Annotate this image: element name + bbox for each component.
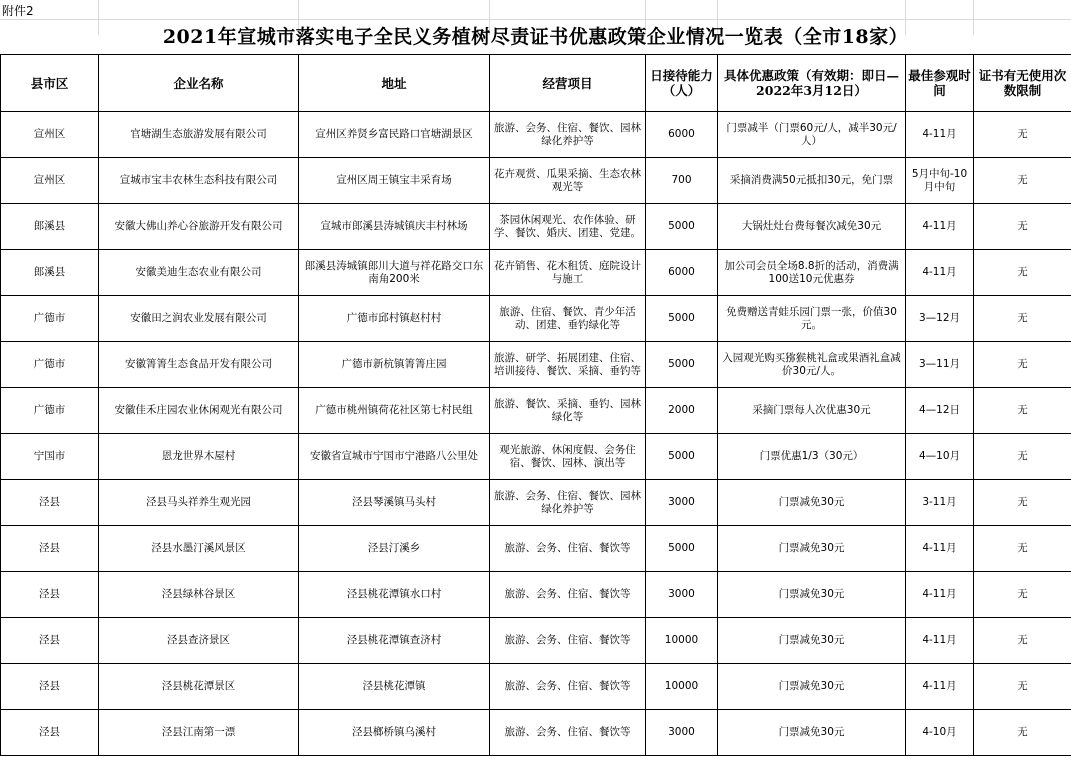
header-row	[1, 55, 1071, 112]
cell-county: 广德市	[1, 342, 99, 388]
cell-company: 安徽田之润农业发展有限公司	[99, 296, 299, 342]
cell-best-time: 4-11月	[906, 112, 974, 158]
cell-policy: 加公司会员全场8.8折的活动，消费满100送10元优惠券	[718, 250, 906, 296]
cell-limit: 无	[974, 204, 1071, 250]
cell-capacity: 6000	[646, 112, 718, 158]
cell-county: 泾县	[1, 480, 99, 526]
cell-policy: 门票减半（门票60元/人，减半30元/人）	[718, 112, 906, 158]
cell-limit: 无	[974, 388, 1071, 434]
cell-capacity: 5000	[646, 296, 718, 342]
attachment-label: 附件2	[2, 4, 34, 18]
cell-best-time: 4-11月	[906, 526, 974, 572]
enterprise-table	[0, 54, 1071, 756]
cell-company: 安徽美迪生态农业有限公司	[99, 250, 299, 296]
cell-company: 官塘湖生态旅游发展有限公司	[99, 112, 299, 158]
header-address: 地址	[299, 55, 490, 112]
table-row	[1, 342, 1071, 388]
cell-policy: 门票减免30元	[718, 710, 906, 756]
cell-policy: 门票减免30元	[718, 618, 906, 664]
cell-county: 泾县	[1, 710, 99, 756]
cell-address: 宣州区周王镇宝丰采育场	[299, 158, 490, 204]
header-policy: 具体优惠政策（有效期：即日—2022年3月12日）	[718, 55, 906, 112]
cell-address: 郎溪县涛城镇郎川大道与祥花路交口东南角200米	[299, 250, 490, 296]
cell-policy: 门票优惠1/3（30元）	[718, 434, 906, 480]
cell-limit: 无	[974, 710, 1071, 756]
cell-capacity: 10000	[646, 618, 718, 664]
cell-company: 安徽佳禾庄园农业休闲观光有限公司	[99, 388, 299, 434]
cell-best-time: 4—10月	[906, 434, 974, 480]
header-capacity: 日接待能力（人）	[646, 55, 718, 112]
cell-company: 恩龙世界木屋村	[99, 434, 299, 480]
cell-business: 旅游、会务、住宿、餐饮等	[490, 526, 646, 572]
table-row	[1, 480, 1071, 526]
cell-limit: 无	[974, 480, 1071, 526]
cell-company: 泾县绿林谷景区	[99, 572, 299, 618]
header-county: 县市区	[1, 55, 99, 112]
cell-limit: 无	[974, 250, 1071, 296]
cell-policy: 采摘门票每人次优惠30元	[718, 388, 906, 434]
cell-limit: 无	[974, 296, 1071, 342]
cell-capacity: 5000	[646, 434, 718, 480]
cell-best-time: 4-10月	[906, 710, 974, 756]
cell-county: 泾县	[1, 526, 99, 572]
header-limit: 证书有无使用次数限制	[974, 55, 1071, 112]
cell-company: 泾县江南第一漂	[99, 710, 299, 756]
table-row	[1, 572, 1071, 618]
cell-county: 广德市	[1, 296, 99, 342]
table-row	[1, 296, 1071, 342]
cell-address: 泾县琴溪镇马头村	[299, 480, 490, 526]
cell-address: 广德市桃州镇荷花社区第七村民组	[299, 388, 490, 434]
cell-address: 宣城市郎溪县涛城镇庆丰村林场	[299, 204, 490, 250]
cell-limit: 无	[974, 112, 1071, 158]
cell-company: 泾县查济景区	[99, 618, 299, 664]
cell-county: 泾县	[1, 572, 99, 618]
cell-county: 泾县	[1, 664, 99, 710]
cell-business: 花卉观赏、瓜果采摘、生态农林观光等	[490, 158, 646, 204]
cell-policy: 门票减免30元	[718, 526, 906, 572]
cell-company: 泾县桃花潭景区	[99, 664, 299, 710]
cell-county: 广德市	[1, 388, 99, 434]
page-title: 2021年宣城市落实电子全民义务植树尽责证书优惠政策企业情况一览表（全市18家）	[162, 26, 909, 48]
cell-address: 泾县榔桥镇乌溪村	[299, 710, 490, 756]
cell-county: 宣州区	[1, 158, 99, 204]
cell-business: 旅游、会务、住宿、餐饮等	[490, 664, 646, 710]
cell-business: 旅游、研学、拓展团建、住宿、培训接待、餐饮、采摘、垂钓等	[490, 342, 646, 388]
cell-policy: 入园观光购买猕猴桃礼盒或果酒礼盒减价30元/人。	[718, 342, 906, 388]
table-row	[1, 112, 1071, 158]
cell-address: 广德市邱村镇赵村村	[299, 296, 490, 342]
table-body	[1, 112, 1071, 756]
cell-limit: 无	[974, 158, 1071, 204]
table-row	[1, 526, 1071, 572]
cell-limit: 无	[974, 342, 1071, 388]
cell-address: 泾县汀溪乡	[299, 526, 490, 572]
cell-business: 旅游、会务、住宿、餐饮、园林绿化养护等	[490, 480, 646, 526]
cell-best-time: 4-11月	[906, 204, 974, 250]
cell-business: 旅游、会务、住宿、餐饮、园林绿化养护等	[490, 112, 646, 158]
cell-policy: 免费赠送青蛙乐园门票一张，价值30元。	[718, 296, 906, 342]
cell-business: 旅游、会务、住宿、餐饮等	[490, 710, 646, 756]
cell-best-time: 4-11月	[906, 664, 974, 710]
cell-address: 安徽省宣城市宁国市宁港路八公里处	[299, 434, 490, 480]
table-row	[1, 664, 1071, 710]
table-row	[1, 204, 1071, 250]
cell-best-time: 4—12日	[906, 388, 974, 434]
cell-best-time: 3—11月	[906, 342, 974, 388]
cell-business: 观光旅游、休闲度假、会务住宿、餐饮、园林、演出等	[490, 434, 646, 480]
cell-business: 旅游、会务、住宿、餐饮等	[490, 618, 646, 664]
cell-policy: 采摘消费满50元抵扣30元，免门票	[718, 158, 906, 204]
cell-policy: 门票减免30元	[718, 664, 906, 710]
cell-business: 花卉销售、花木租赁、庭院设计与施工	[490, 250, 646, 296]
cell-business: 旅游、会务、住宿、餐饮等	[490, 572, 646, 618]
cell-business: 旅游、住宿、餐饮、青少年活动、团建、垂钓绿化等	[490, 296, 646, 342]
cell-county: 宣州区	[1, 112, 99, 158]
cell-county: 泾县	[1, 618, 99, 664]
cell-company: 安徽箐箐生态食品开发有限公司	[99, 342, 299, 388]
cell-capacity: 700	[646, 158, 718, 204]
cell-capacity: 3000	[646, 710, 718, 756]
table-row	[1, 434, 1071, 480]
table-row	[1, 388, 1071, 434]
header-company: 企业名称	[99, 55, 299, 112]
cell-address: 泾县桃花潭镇水口村	[299, 572, 490, 618]
cell-address: 泾县桃花潭镇	[299, 664, 490, 710]
cell-capacity: 3000	[646, 480, 718, 526]
cell-best-time: 4-11月	[906, 572, 974, 618]
header-business: 经营项目	[490, 55, 646, 112]
table-row	[1, 618, 1071, 664]
cell-best-time: 4-11月	[906, 618, 974, 664]
cell-business: 茶园休闲观光、农作体验、研学、餐饮、婚庆、团建、党建。	[490, 204, 646, 250]
cell-limit: 无	[974, 572, 1071, 618]
table-row	[1, 710, 1071, 756]
cell-capacity: 5000	[646, 204, 718, 250]
cell-capacity: 5000	[646, 526, 718, 572]
cell-best-time: 3-11月	[906, 480, 974, 526]
cell-capacity: 5000	[646, 342, 718, 388]
cell-county: 宁国市	[1, 434, 99, 480]
cell-best-time: 4-11月	[906, 250, 974, 296]
cell-limit: 无	[974, 434, 1071, 480]
cell-capacity: 6000	[646, 250, 718, 296]
cell-policy: 门票减免30元	[718, 480, 906, 526]
cell-business: 旅游、餐饮、采摘、垂钓、园林绿化等	[490, 388, 646, 434]
cell-company: 泾县马头祥养生观光园	[99, 480, 299, 526]
cell-best-time: 5月中旬-10月中旬	[906, 158, 974, 204]
header-best-time: 最佳参观时间	[906, 55, 974, 112]
cell-limit: 无	[974, 618, 1071, 664]
cell-address: 宣州区养贤乡富民路口官塘湖景区	[299, 112, 490, 158]
cell-limit: 无	[974, 664, 1071, 710]
cell-capacity: 2000	[646, 388, 718, 434]
cell-policy: 门票减免30元	[718, 572, 906, 618]
cell-best-time: 3—12月	[906, 296, 974, 342]
cell-company: 安徽大佛山养心谷旅游开发有限公司	[99, 204, 299, 250]
table-row	[1, 158, 1071, 204]
cell-policy: 大锅灶灶台费每餐次减免30元	[718, 204, 906, 250]
cell-address: 广德市新杭镇箐箐庄园	[299, 342, 490, 388]
cell-limit: 无	[974, 526, 1071, 572]
cell-company: 宣城市宝丰农林生态科技有限公司	[99, 158, 299, 204]
cell-county: 郎溪县	[1, 204, 99, 250]
cell-address: 泾县桃花潭镇查济村	[299, 618, 490, 664]
table-row	[1, 250, 1071, 296]
cell-county: 郎溪县	[1, 250, 99, 296]
cell-capacity: 10000	[646, 664, 718, 710]
cell-capacity: 3000	[646, 572, 718, 618]
cell-company: 泾县水墨汀溪风景区	[99, 526, 299, 572]
